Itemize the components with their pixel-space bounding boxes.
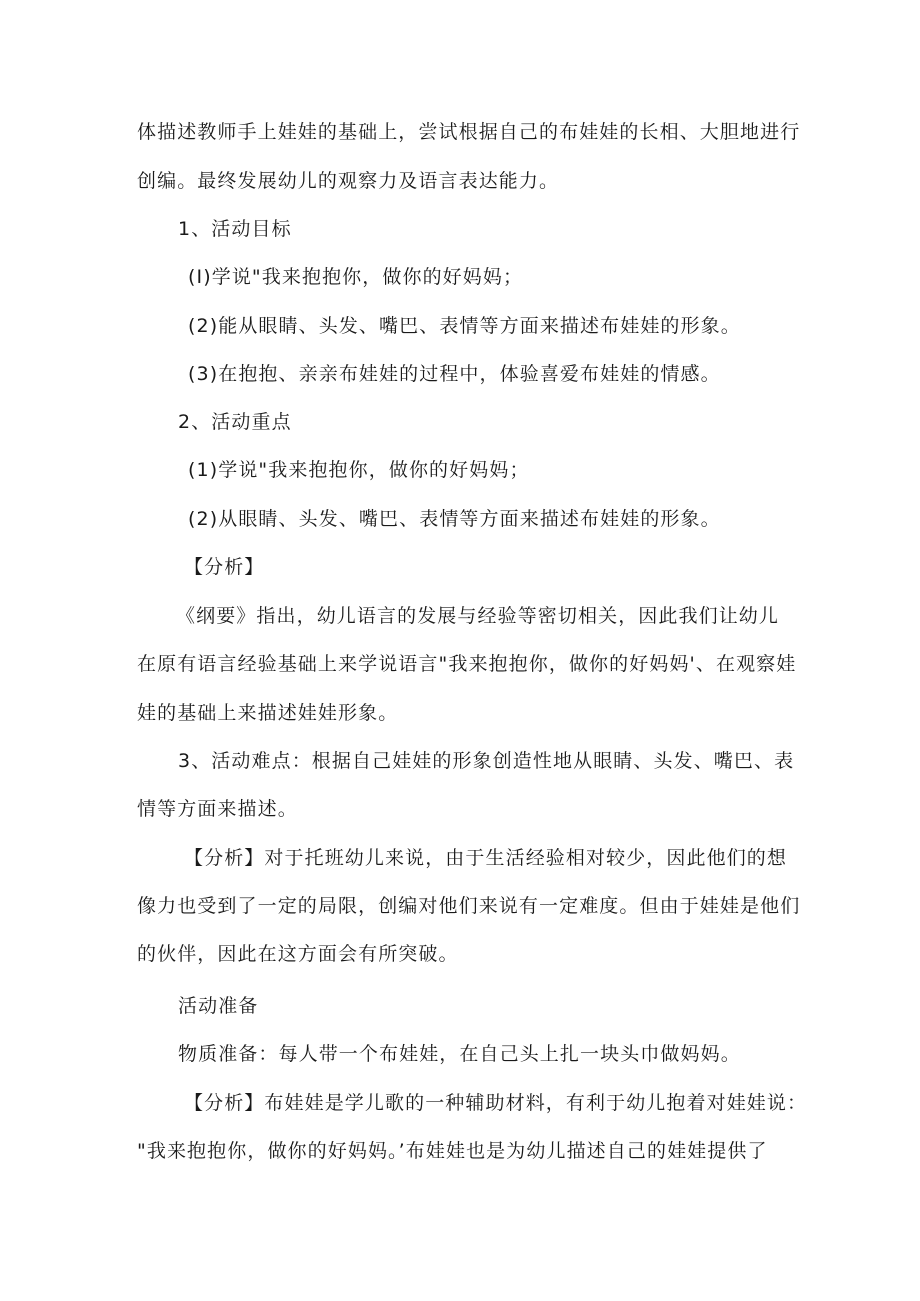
paragraph-line: 情等方面来描述。 bbox=[137, 798, 298, 820]
section-heading: 3、活动难点：根据自己娃娃的形象创造性地从眼睛、头发、嘴巴、表 bbox=[178, 750, 795, 772]
paragraph-line: 娃的基础上来描述娃娃形象。 bbox=[137, 702, 399, 724]
paragraph-line: 物质准备：每人带一个布娃娃，在自己头上扎一块头巾做妈妈。 bbox=[178, 1043, 741, 1065]
paragraph-line: 【分析】对于托班幼儿来说，由于生活经验相对较少，因此他们的想 bbox=[184, 847, 788, 869]
list-item: (3)在抱抱、亲亲布娃娃的过程中，体验喜爱布娃娃的情感。 bbox=[188, 363, 721, 385]
paragraph-line: 的伙伴，因此在这方面会有所突破。 bbox=[137, 943, 459, 965]
section-heading: 1、活动目标 bbox=[178, 218, 292, 240]
paragraph-line: 创编。最终发展幼儿的观察力及语言表达能力。 bbox=[137, 170, 560, 192]
paragraph-line: 《纲要》指出，幼儿语言的发展与经验等密切相关，因此我们让幼儿 bbox=[176, 605, 780, 627]
paragraph-line: 像力也受到了一定的局限，创编对他们来说有一定难度。但由于娃娃是他们 bbox=[137, 895, 801, 917]
paragraph-line: 体描述教师手上娃娃的基础上，尝试根据自己的布娃娃的长相、大胆地进行 bbox=[137, 121, 801, 143]
paragraph-line: "我来抱抱你，做你的好妈妈。’布娃娃也是为幼儿描述自己的娃娃提供了 bbox=[137, 1140, 768, 1162]
paragraph-line: 【分析】布娃娃是学儿歌的一种辅助材料，有利于幼儿抱着对娃娃说： bbox=[184, 1092, 808, 1114]
section-heading: 活动准备 bbox=[178, 995, 259, 1017]
list-item: (1)学说"我来抱抱你，做你的好妈妈； bbox=[188, 459, 530, 481]
section-heading: 2、活动重点 bbox=[178, 411, 292, 433]
list-item: (2)能从眼睛、头发、嘴巴、表情等方面来描述布娃娃的形象。 bbox=[188, 315, 741, 337]
list-item: (2)从眼睛、头发、嘴巴、表情等方面来描述布娃娃的形象。 bbox=[188, 508, 721, 530]
list-item: (I)学说"我来抱抱你，做你的好妈妈； bbox=[188, 266, 524, 288]
analysis-heading: 【分析】 bbox=[184, 556, 265, 578]
paragraph-line: 在原有语言经验基础上来学说语言"我来抱抱你，做你的好妈妈'、在观察娃 bbox=[137, 653, 797, 675]
